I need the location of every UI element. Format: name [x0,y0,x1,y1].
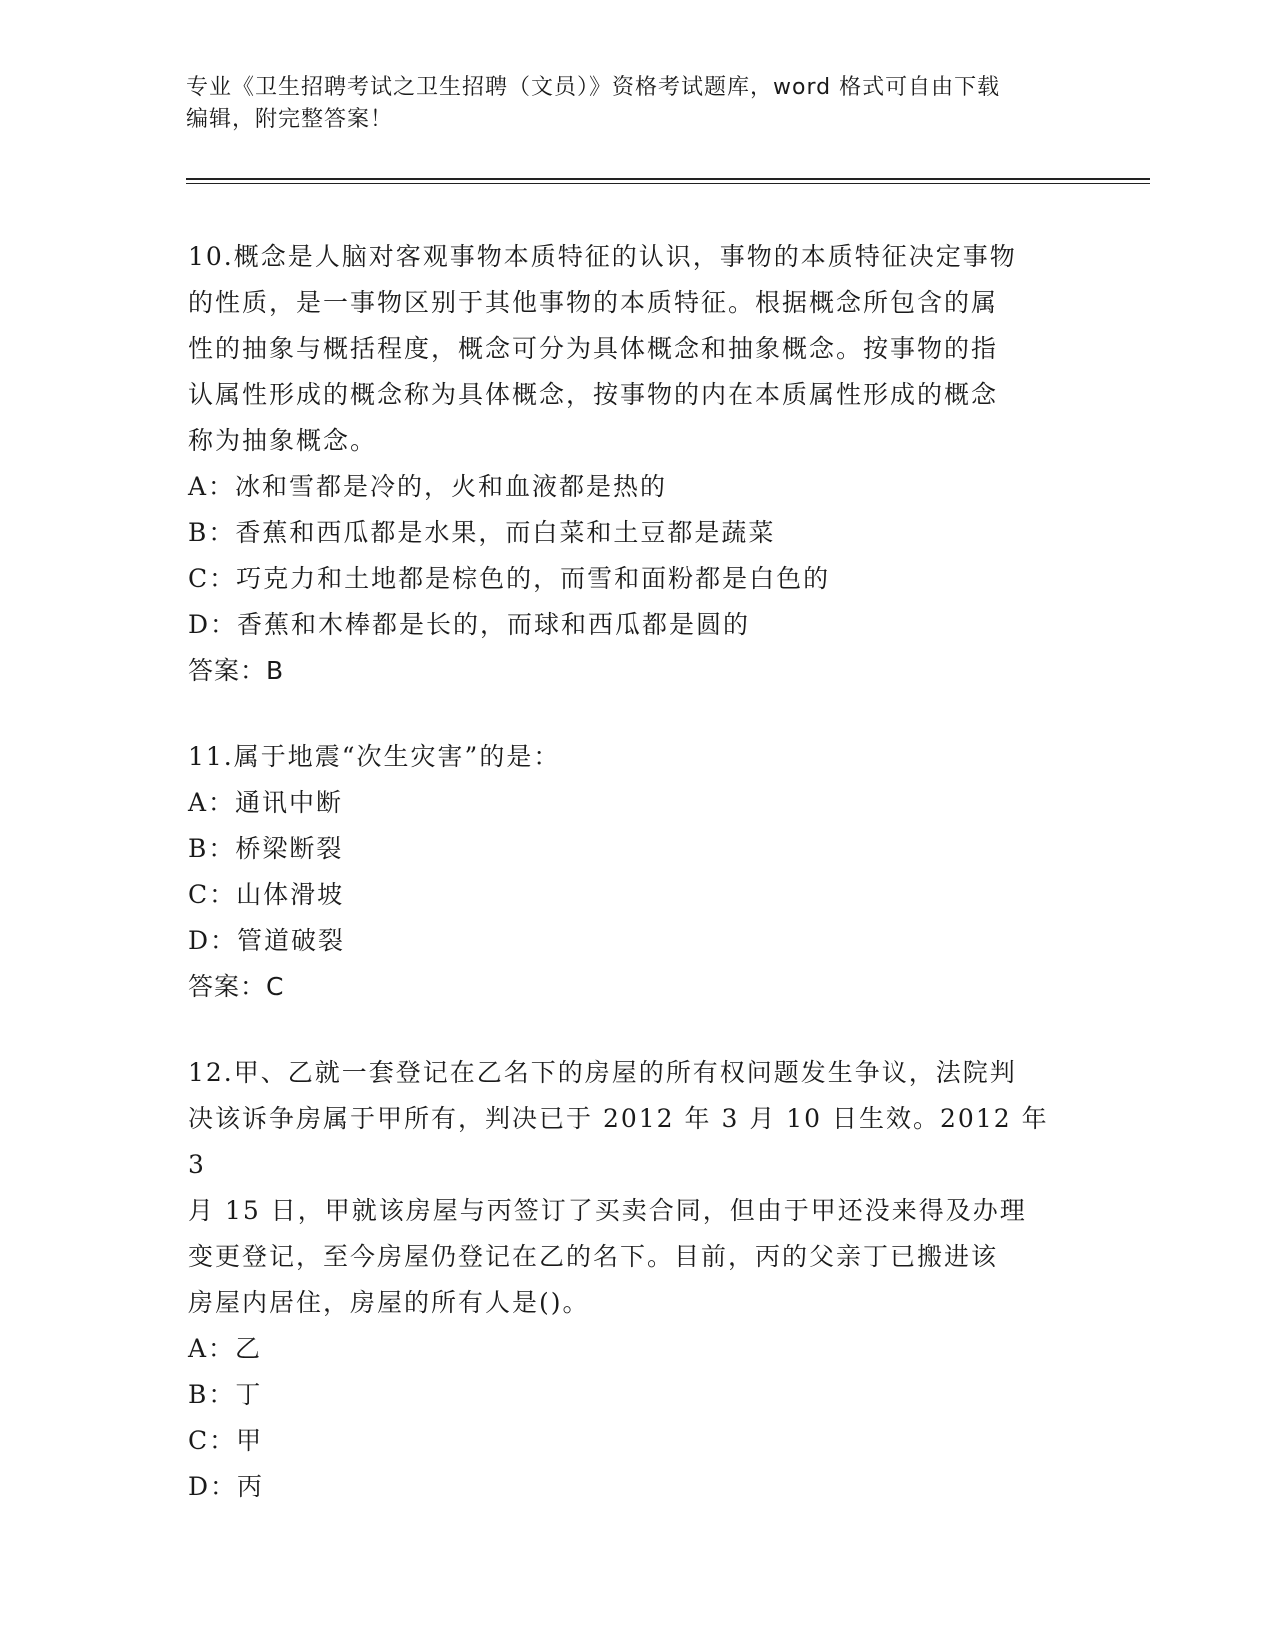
question-stem-line: 月 15 日，甲就该房屋与丙签订了买卖合同，但由于甲还没来得及办理 [188,1196,1027,1225]
question-list [188,234,1068,1550]
option-c: C：巧克力和土地都是棕色的，而雪和面粉都是白色的 [188,564,831,593]
question-stem-line: 11.属于地震“次生灾害”的是： [188,742,561,771]
option-a: A：乙 [188,1334,263,1363]
option-b: B：桥梁断裂 [188,834,344,863]
question-11 [188,734,1068,1010]
question-stem-line: 的性质，是一事物区别于其他事物的本质特征。根据概念所包含的属 [188,288,999,317]
question-stem-line: 认属性形成的概念称为具体概念，按事物的内在本质属性形成的概念 [188,380,999,409]
question-stem-line: 决该诉争房属于甲所有，判决已于 2012 年 3 月 10 日生效。2012 年 3 [188,1104,1049,1179]
document-header [186,72,1066,136]
option-a: A：冰和雪都是冷的，火和血液都是热的 [188,472,668,501]
option-d: D：香蕉和木棒都是长的，而球和西瓜都是圆的 [188,610,751,639]
question-10 [188,234,1068,694]
header-divider-thin [186,183,1150,184]
answer-label: 答案：B [188,656,285,685]
question-stem-line: 12.甲、乙就一套登记在乙名下的房屋的所有权问题发生争议，法院判 [188,1058,1017,1087]
option-a: A：通讯中断 [188,788,344,817]
header-divider [186,178,1150,180]
option-b: B：香蕉和西瓜都是水果，而白菜和土豆都是蔬菜 [188,518,776,547]
question-stem-line: 房屋内居住，房屋的所有人是()。 [188,1288,590,1317]
question-stem-line: 变更登记，至今房屋仍登记在乙的名下。目前，丙的父亲丁已搬进该 [188,1242,999,1271]
question-stem-line: 性的抽象与概括程度，概念可分为具体概念和抽象概念。按事物的指 [188,334,999,363]
option-d: D：丙 [188,1472,265,1501]
answer-label: 答案：C [188,972,285,1001]
option-c: C：山体滑坡 [188,880,345,909]
option-b: B：丁 [188,1380,263,1409]
question-stem-line: 10.概念是人脑对客观事物本质特征的认识，事物的本质特征决定事物 [188,242,1017,271]
option-d: D：管道破裂 [188,926,346,955]
header-line-1: 专业《卫生招聘考试之卫生招聘（文员）》资格考试题库，word 格式可自由下载 [186,75,1001,100]
question-stem-line: 称为抽象概念。 [188,426,378,455]
option-c: C：甲 [188,1426,264,1455]
question-12 [188,1050,1068,1510]
header-line-2: 编辑，附完整答案！ [186,107,394,132]
